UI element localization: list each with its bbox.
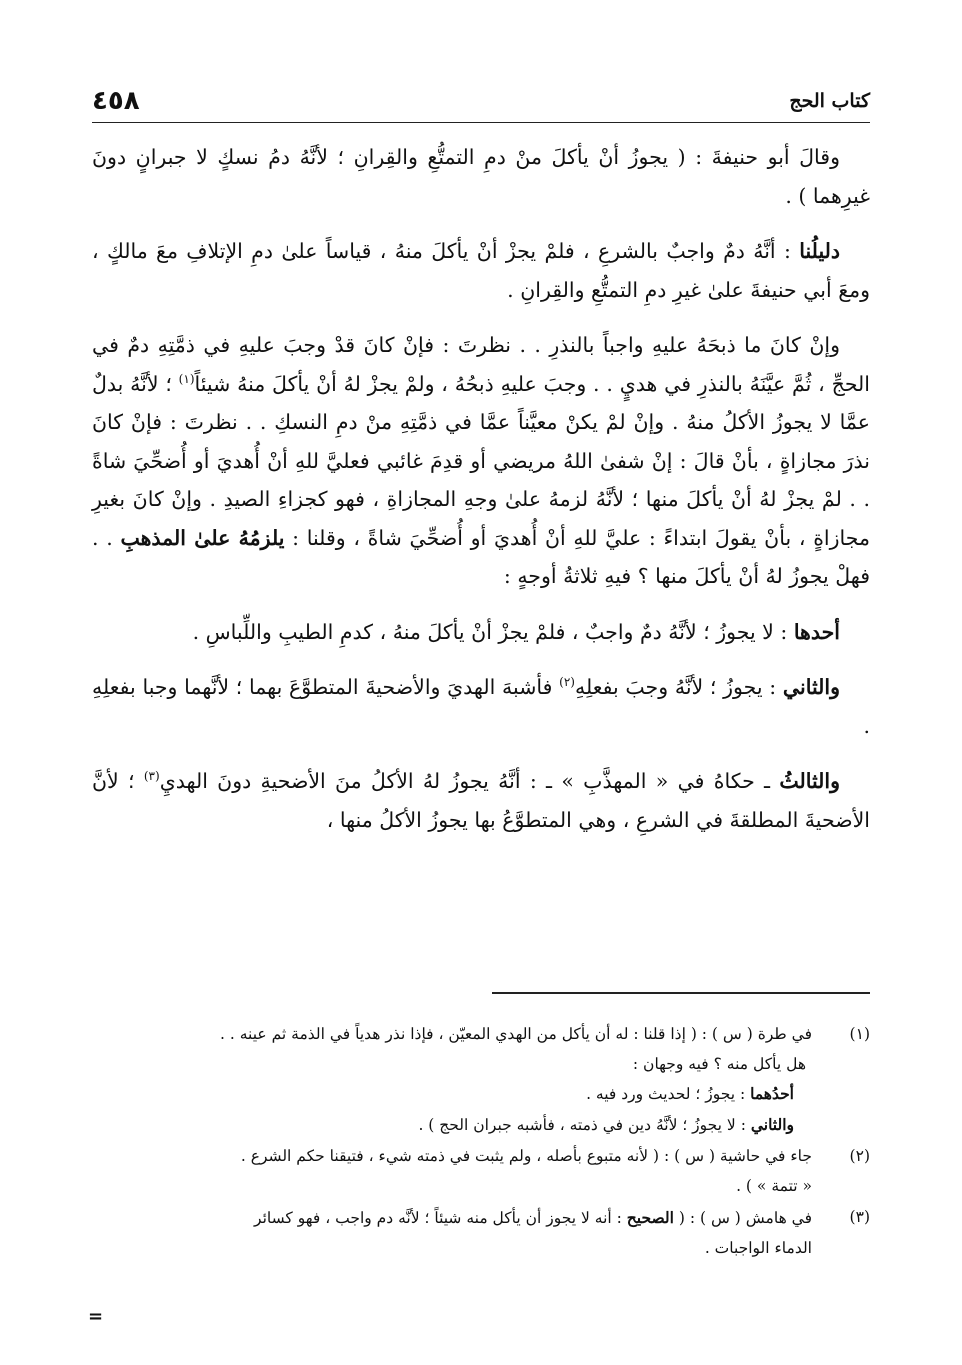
- paragraph-text: ـ حكاهُ في « المهذَّبِ » ـ : أنَّهُ يجوزُ لهُ الأكلُ منَ الأضحيةِ دونَ الهديِ: [159, 769, 780, 793]
- footnote-sub-lead: أحدُهما: [750, 1084, 794, 1103]
- footnote-number: (٢): [849, 1147, 870, 1165]
- footnote-text: في هامش ( س ) : (: [673, 1209, 812, 1227]
- footnote: [92, 1203, 870, 1263]
- paragraph-lead: والثاني: [782, 675, 840, 699]
- footnotes: [92, 1020, 870, 1265]
- footnote-sub-text: : لا يجوزُ ؛ لأنَّهُ دين في ذمته ، فأشبه جبران الحج ) .: [418, 1115, 751, 1134]
- footnote-line: جاء في حاشية ( س ) : ( لأنه متبوع بأصله ، ولم يثبت في ذمته شيء ، فتيقنا حكم الشرع .: [240, 1147, 812, 1165]
- paragraph: [92, 762, 870, 839]
- paragraph-text: ؛ لأنَّهُ بدلٌ عمَّا لا يجوزُ الأكلُ منهُ . وإنْ لمْ يكنْ معيَّناً عمَّا في ذمَّتِهِ منْ دمِ النسكِ . . نظرتَ : فإنْ كانَ نذرَ مجازاةٍ ، بأنْ قالَ : إنْ شفىٰ اللهُ مريضي أو قدِمَ غائبي فعليَّ للهِ أنْ أُهديَ أو أُضحِّيَ شاةً . . لمْ يجزْ لهُ أنْ يأكلَ منها ؛ لأنَّهُ لزمهُ علىٰ وجهِ المجازاةِ ، فهو كجزاءِ الصيدِ . وإنْ كانَ بغيرِ مجازاةٍ ، بأنْ يقولَ ابتداءً : عليَّ للهِ أنْ أُهديَ أو أُضحِّيَ شاةً ، وقلنا :: [92, 371, 870, 550]
- footnote-line: في طرة ( س ) : ( إذا قلنا : له أن يأكل من الهدي المعيّن ، فإذا نذر هدياً في الذمة ثم عينه . .: [220, 1025, 812, 1043]
- main-text: [92, 138, 870, 856]
- paragraph-text: : يجوزُ ؛ لأنَّهُ وجبَ بفعلِهِ: [574, 675, 783, 699]
- paragraph: [92, 138, 870, 215]
- footnote: [92, 1020, 870, 1140]
- paragraph-text: : لا يجوزُ ؛ لأنَّهُ دمٌ واجبٌ ، فلمْ يجزْ أنْ يأكلَ منهُ ، كدمِ الطيبِ واللِّباسِ .: [192, 619, 794, 644]
- paragraph-emphasis: يلزمُهُ علىٰ المذهبِ: [120, 525, 285, 550]
- footnote-number: (٣): [849, 1208, 870, 1226]
- running-title: كتاب الحج: [789, 90, 870, 112]
- paragraph-text: فأشبهَ الهديَ والأضحيةَ المتطوَّعَ بهما ؛ لأنَّهما وجبا بفعلِهِ .: [92, 675, 870, 738]
- paragraph: [92, 232, 870, 309]
- paragraph: [92, 668, 870, 745]
- paragraph-lead: دليلُنا: [799, 239, 840, 263]
- footnote-line: [92, 1203, 812, 1234]
- footnote-subitem: [92, 1079, 812, 1110]
- paragraph-text: : أنَّهُ دمٌ واجبٌ بالشرعِ ، فلمْ يجزْ أنْ يأكلَ منهُ ، قياساً علىٰ دمِ الإتلافِ معَ مالكٍ ، ومعَ أبي حنيفةَ علىٰ غيرِ دمِ التمتُّعِ والقِرانِ .: [92, 239, 870, 302]
- paragraph: [92, 326, 870, 596]
- paragraph-text: . . فهلْ يجوزُ لهُ أنْ يأكلَ منها ؟ فيهِ ثلاثةُ أوجهٍ :: [92, 525, 870, 588]
- footnote-ref[interactable]: (١): [178, 371, 195, 386]
- paragraph-lead: والثالثُ: [779, 769, 841, 793]
- footnote-sub-lead: والثاني: [750, 1114, 794, 1134]
- footnote-line: هل يأكل منه ؟ فيه وجهان :: [632, 1054, 806, 1073]
- footnote-sub-text: : يجوزُ ؛ لحديث ورد فيه .: [586, 1085, 751, 1103]
- footnote: [92, 1142, 870, 1201]
- paragraph-text: ؛ لأنَّ الأضحيةَ المطلقةَ في الشرعِ ، وهي المتطوَّعُ بها يجوزُ الأكلُ منها ،: [92, 769, 870, 832]
- footnote-line: الدماء الواجبات .: [704, 1238, 812, 1257]
- page-header: [92, 82, 870, 123]
- footnote-divider: [492, 992, 870, 994]
- footnote-line: « تتمة » ) .: [736, 1176, 812, 1195]
- paragraph: [92, 613, 870, 652]
- footnote-ref[interactable]: (٢): [559, 675, 575, 690]
- footnote-text: : أنه لا يجوز أن يأكل منه شيئاً ؛ لأنَّه دم واجب ، فهو كسائر: [254, 1209, 627, 1227]
- footnote-subitem: [92, 1110, 812, 1141]
- paragraph-text: وقالَ أبو حنيفةَ : ( يجوزُ أنْ يأكلَ منْ دمِ التمتُّعِ والقِرانِ ؛ لأنَّهُ دمُ نسكٍ لا جبرانٍ دونَ غيرِهما ) .: [92, 145, 870, 208]
- page-number: ٤٥٨: [92, 86, 140, 116]
- footnote-number: (١): [849, 1025, 870, 1043]
- paragraph-text: وإنْ كانَ ما ذبحَهُ عليهِ واجباً بالنذرِ . . نظرتَ : فإنْ كانَ قدْ وجبَ عليهِ في ذمَّتِهِ دمٌ في الحجِّ ، ثُمَّ عيَّنَهُ بالنذرِ في هديٍ . . وجبَ عليهِ ذبحُهُ ، ولمْ يجزْ لهُ أنْ يأكلَ منهُ شيئاً: [92, 333, 870, 396]
- footnote-emphasis: الصحيح: [626, 1208, 674, 1227]
- paragraph-lead: أحدها: [793, 619, 840, 644]
- footnote-ref[interactable]: (٣): [143, 769, 160, 784]
- continuation-mark: =: [88, 1306, 104, 1327]
